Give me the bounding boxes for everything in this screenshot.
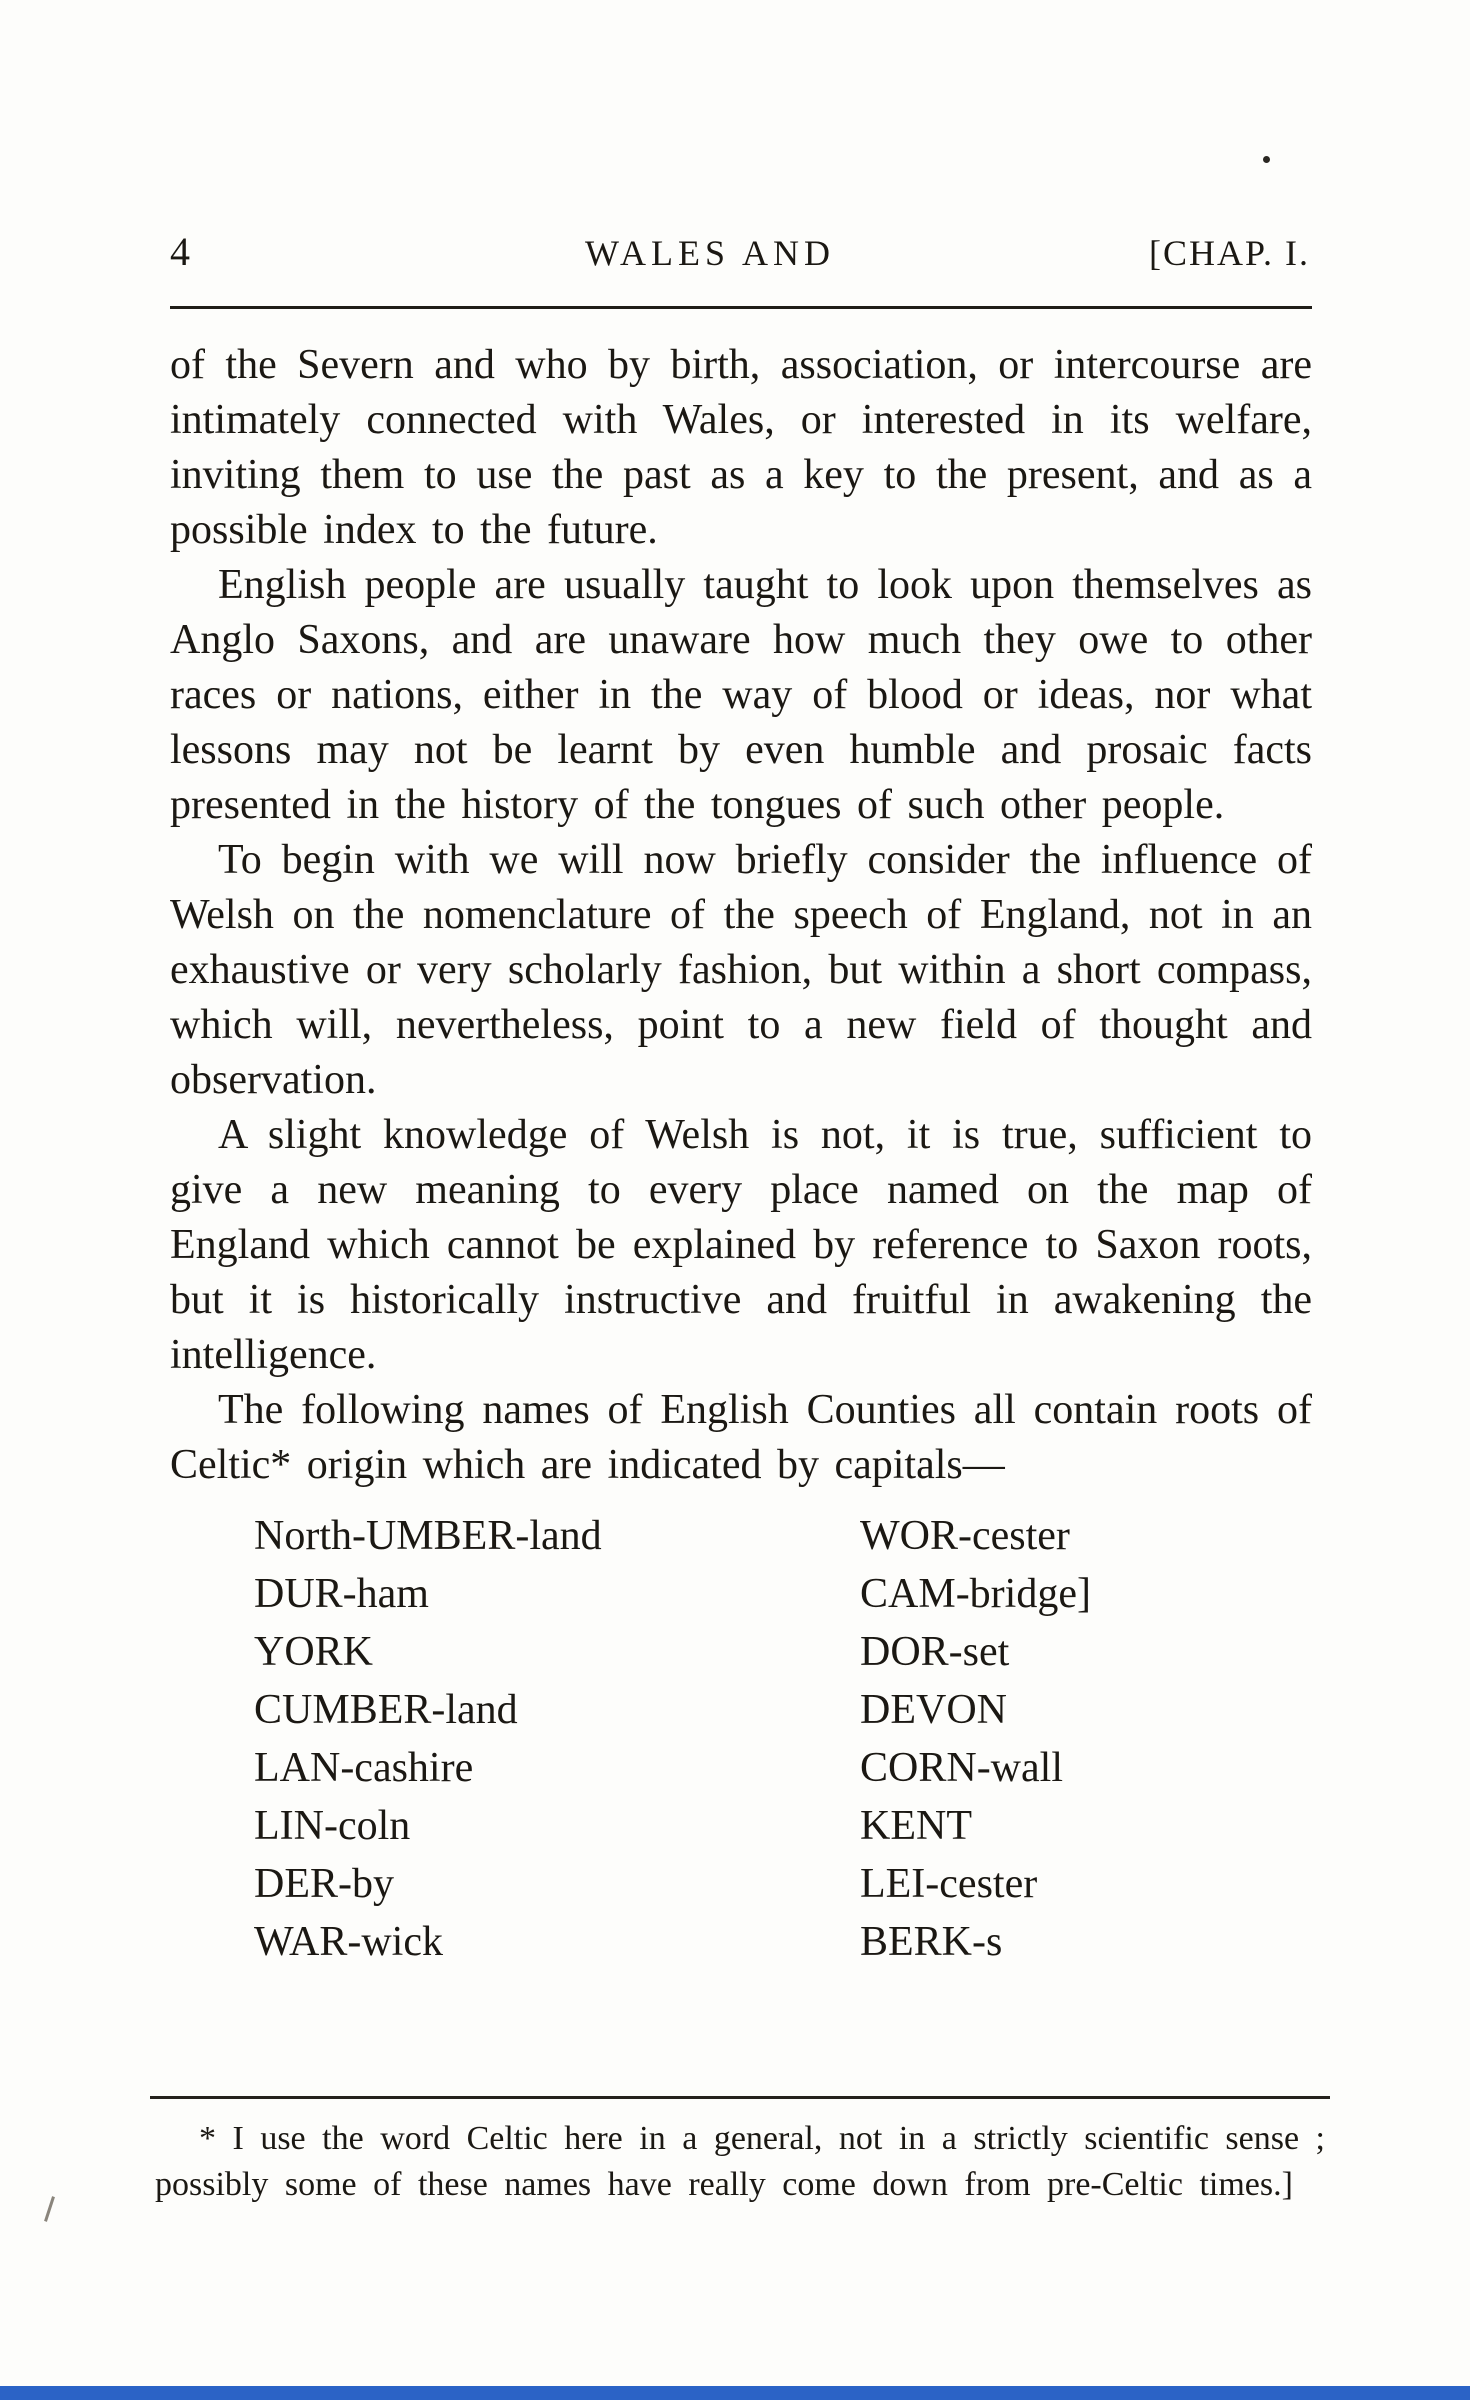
county-name: DOR-set bbox=[860, 1629, 1010, 1675]
county-name: BERK-s bbox=[860, 1919, 1003, 1965]
bottom-blue-bar bbox=[0, 2386, 1470, 2400]
county-name: LEI-cester bbox=[860, 1861, 1038, 1907]
county-name: DUR-ham bbox=[254, 1571, 429, 1617]
county-name: WOR-cester bbox=[860, 1513, 1070, 1559]
county-name: CAM-bridge] bbox=[860, 1571, 1091, 1617]
county-name: DER-by bbox=[254, 1861, 394, 1907]
footnote-rule bbox=[150, 2096, 1330, 2099]
chapter-label: [CHAP. I. bbox=[1148, 233, 1310, 273]
county-list bbox=[170, 1507, 1312, 1971]
page-header bbox=[170, 228, 1310, 275]
county-column-right bbox=[860, 1507, 1091, 1971]
scan-artifact-dot bbox=[1263, 156, 1270, 163]
running-title: WALES AND bbox=[585, 233, 835, 273]
county-column-left bbox=[254, 1507, 774, 1971]
paragraph-2: English people are usually taught to look upon themselves as Anglo Saxons, and are unaware how much they owe to other races or nations, either in the way of blood or ideas, nor what lessons may not be learnt by even humble and prosaic facts presented in the history of the tongues of such other people. bbox=[170, 562, 1312, 828]
county-name: WAR-wick bbox=[254, 1919, 443, 1965]
county-name: CUMBER-land bbox=[254, 1687, 518, 1733]
county-name: KENT bbox=[860, 1803, 972, 1849]
paragraph-3: To begin with we will now briefly consider the influence of Welsh on the nomenclature of the speech of England, not in an exhaustive or very scholarly fashion, but within a short compass, which will, nevertheless, point to a new field of thought and observation. bbox=[170, 837, 1312, 1103]
county-name: North-UMBER-land bbox=[254, 1513, 602, 1559]
text-block bbox=[170, 338, 1312, 1971]
county-name: LIN-coln bbox=[254, 1803, 411, 1849]
county-name: DEVON bbox=[860, 1687, 1007, 1733]
page-number: 4 bbox=[170, 229, 190, 274]
paragraph-1: of the Severn and who by birth, association, or intercourse are intimately connected with Wales, or interested in its welfare, inviting them to use the past as a key to the present, and as a possible index to the future. bbox=[170, 342, 1312, 553]
county-name: CORN-wall bbox=[860, 1745, 1063, 1791]
header-rule bbox=[170, 306, 1312, 309]
county-name: YORK bbox=[254, 1629, 374, 1675]
county-name: LAN-cashire bbox=[254, 1745, 474, 1791]
scan-artifact-mark bbox=[44, 2196, 55, 2222]
paragraph-5: The following names of English Counties all contain roots of Celtic* origin which are indicated by capitals— bbox=[170, 1387, 1312, 1488]
paragraph-4: A slight knowledge of Welsh is not, it is true, sufficient to give a new meaning to every place named on the map of England which cannot be explained by reference to Saxon roots, but it is historically instructive and fruitful in awakening the intelligence. bbox=[170, 1112, 1312, 1378]
footnote: * I use the word Celtic here in a general, not in a strictly scientific sense ; possibly some of these names have really come down from pre-Celtic times.] bbox=[155, 2120, 1325, 2203]
